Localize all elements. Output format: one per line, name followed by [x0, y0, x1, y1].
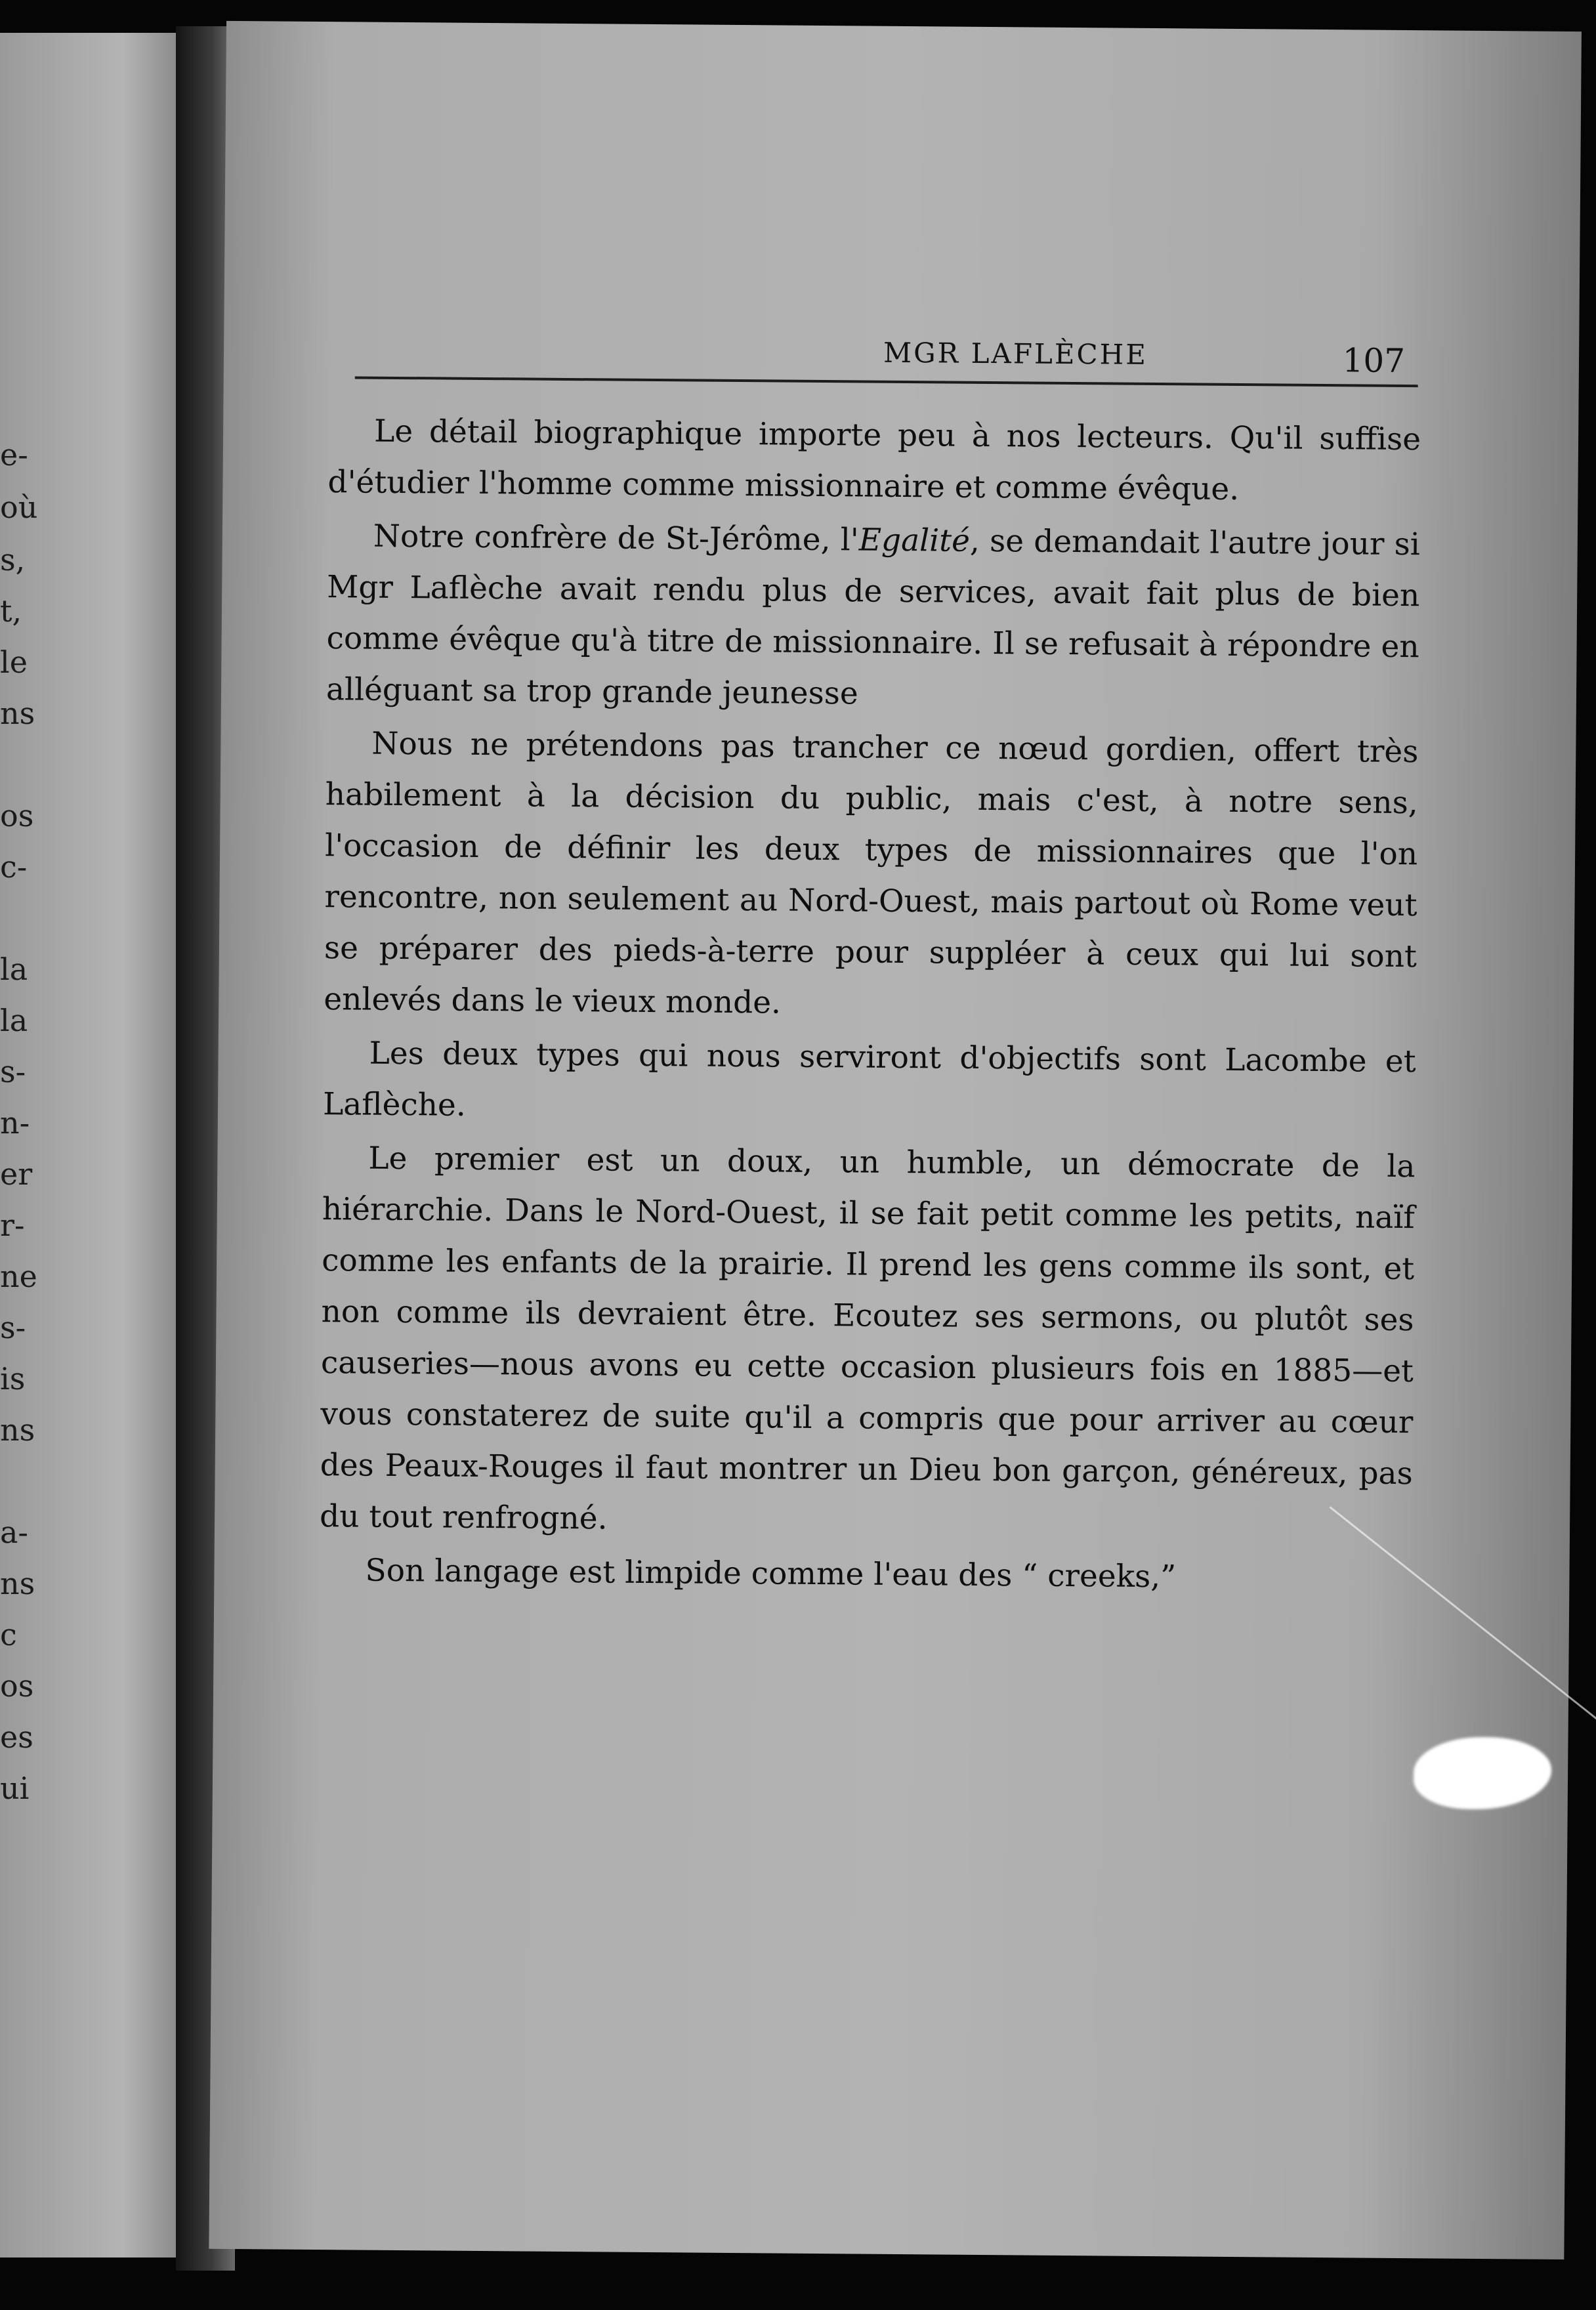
margin-fragment: ns	[0, 1566, 35, 1601]
newspaper-title: Egalité	[858, 522, 971, 559]
margin-fragment: n-	[0, 1105, 30, 1141]
margin-fragment: r-	[0, 1208, 25, 1243]
margin-fragment: os	[0, 798, 34, 833]
header-rule	[355, 376, 1418, 387]
body-text	[319, 406, 1421, 1607]
paragraph: Nous ne prétendons pas trancher ce nœud gordien, offert très habilement à la décision du public, mais c'est, à notre sens, l'occasion de définir les deux types de missionnaires que l'on rencontre, non seulement au Nord-Ouest, mais partout où Rome veut se préparer des pieds-à-terre pour suppléer à ceux qui lui sont enlevés dans le vieux monde.	[324, 725, 1419, 1021]
margin-fragment: s-	[0, 1310, 26, 1345]
margin-fragment: a-	[0, 1515, 28, 1550]
margin-fragment: ui	[0, 1771, 30, 1806]
margin-fragment: la	[0, 952, 28, 987]
margin-fragment: ne	[0, 1259, 37, 1294]
paragraph: Le premier est un doux, un humble, un démocrate de la hiérarchie. Dans le Nord-Ouest, il se fait petit comme les petits, naïf comme les enfants de la prairie. Il prend les gens comme ils sont, et non comme ils devraient être. Ecoutez ses sermons, ou plutôt ses causeries—nous avons eu cette occasion plusieurs fois en 1885—et vous constaterez de suite qu'il a compris que pour arriver au cœur des Peaux-Rouges il faut montrer un Dieu bon garçon, généreux, pas du tout renfrogné.	[319, 1140, 1416, 1537]
margin-fragment: os	[0, 1668, 34, 1704]
book-page	[209, 21, 1582, 2259]
margin-fragment: e-	[0, 437, 28, 472]
margin-fragment: c-	[0, 849, 28, 885]
margin-fragment: ns	[0, 696, 35, 731]
margin-fragment: er	[0, 1156, 33, 1192]
running-head: MGR LAFLÈCHE	[883, 336, 1148, 371]
facing-page-edge	[0, 33, 176, 2258]
page-header	[355, 314, 1419, 381]
paragraph-text: , se demandait l'autre jour si Mgr Laflèche avait rendu plus de services, avait fait plus de bien comme évêque qu'à titre de missionnaire. Il se refusait à répondre en alléguant sa trop grande jeunesse	[326, 522, 1421, 712]
paper-blot	[1414, 1736, 1552, 1810]
margin-fragment: le	[0, 644, 28, 680]
paragraph: Son langage est limpide comme l'eau des “ creeks,”	[365, 1552, 1177, 1595]
margin-fragment: la	[0, 1003, 28, 1038]
margin-fragment: s,	[0, 542, 26, 578]
margin-fragment: es	[0, 1719, 33, 1755]
paragraph-text: Notre confrère de St-Jérôme, l'	[373, 518, 859, 558]
page-number: 107	[1342, 341, 1406, 381]
paragraph: Les deux types qui nous serviront d'objectifs sont Lacombe et Laflèche.	[322, 1035, 1416, 1124]
paragraph: Le détail biographique importe peu à nos lecteurs. Qu'il suffise d'étudier l'homme comme missionnaire et comme évêque.	[327, 413, 1421, 508]
paragraph	[326, 511, 1420, 724]
margin-fragment: ns	[0, 1412, 35, 1448]
margin-fragment: is	[0, 1361, 26, 1396]
margin-fragment: où	[0, 490, 38, 525]
margin-fragment: c	[0, 1617, 17, 1652]
margin-fragment: s-	[0, 1054, 26, 1089]
margin-fragment: t,	[0, 593, 22, 629]
